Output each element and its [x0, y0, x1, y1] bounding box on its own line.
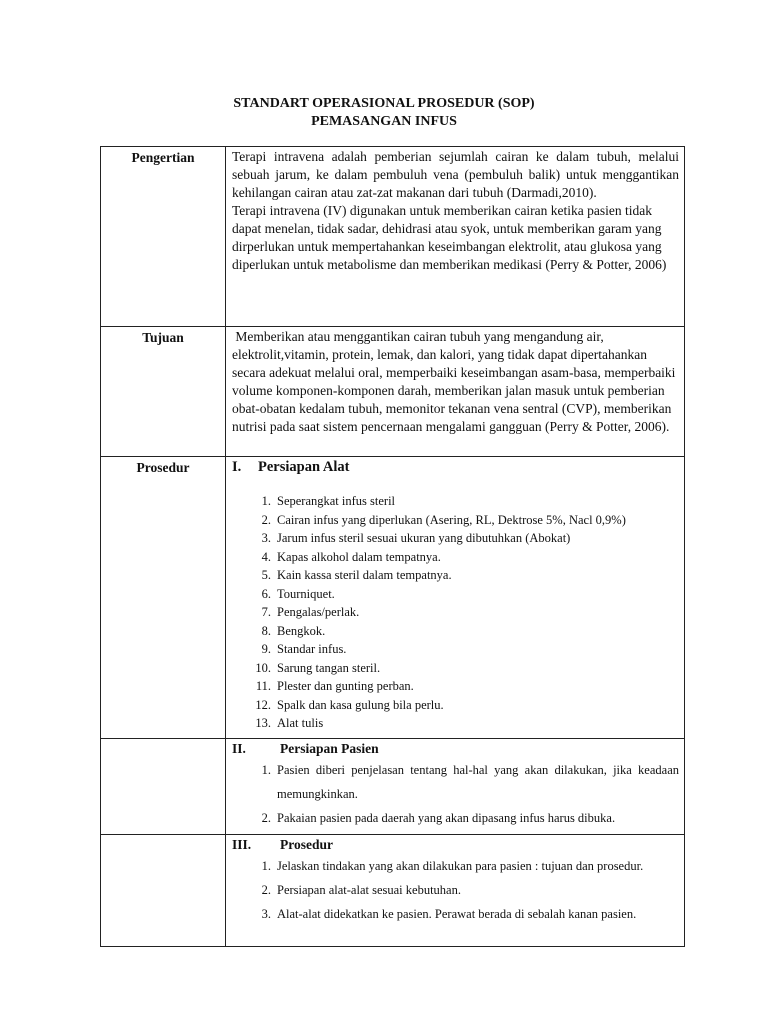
section-number: I. [232, 459, 242, 475]
content-persiapan-pasien [226, 739, 685, 835]
list-item-number: 12. [255, 697, 271, 712]
list-item-number: 5. [261, 568, 271, 582]
list-item [232, 878, 679, 902]
content-pengertian [226, 147, 685, 327]
list-item-text: Tourniquet. [277, 586, 335, 601]
sop-table [100, 146, 685, 947]
list-item-number: 11. [255, 679, 271, 693]
list-item [232, 603, 679, 622]
list-item-text: Kapas alkohol dalam tempatnya. [277, 549, 441, 564]
list-item-number: 3. [261, 531, 271, 545]
list-item [232, 659, 679, 678]
row-pengertian [101, 147, 685, 327]
step-list [232, 492, 679, 733]
list-item [232, 696, 679, 715]
list-item-text: Alat tulis [277, 716, 324, 730]
list-item-number: 6. [261, 586, 271, 601]
label-prosedur: Prosedur [101, 457, 226, 739]
list-item [232, 902, 679, 926]
section-heading [232, 458, 679, 476]
step-list [232, 758, 679, 830]
list-item-number: 2. [261, 512, 271, 527]
content-tujuan [226, 327, 685, 457]
list-item [232, 640, 679, 659]
row-tujuan [101, 327, 685, 457]
list-item-text: Seperangkat infus steril [277, 494, 396, 508]
section-number: III. [232, 837, 252, 852]
tujuan-paragraph: Memberikan atau menggantikan cairan tubuh yang mengandung air, elektrolit,vitamin, protein, lemak, dan kalori, yang tidak dapat dipertahankan secara adekuat melalui oral, memperbaiki keseimbangan asam-basa, memperbaiki volume komponen-komponen darah, memberikan jalan masuk untuk pemberian obat-obatan kedalam tubuh, memonitor tekanan vena sentral (CVP), memberikan nutrisi pada saat sistem pencernaan mengalami gangguan (Perry & Potter, 2006). [232, 329, 679, 434]
list-item-text: Plester dan gunting perban. [277, 679, 414, 693]
step-list [232, 854, 679, 926]
list-item-number: 9. [261, 642, 271, 656]
list-item-text: Pengalas/perlak. [277, 605, 360, 619]
list-item [232, 806, 679, 830]
pengertian-paragraph-2: Terapi intravena (IV) digunakan untuk memberikan cairan ketika pasien tidak dapat menelan, tidak sadar, dehidrasi atau syok, untuk memberikan garam yang dirperlukan untuk mempertahankan keseimbangan elektrolit, atau glukosa yang diperlukan untuk metabolisme dan memberikan medikasi (Perry & Potter, 2006) [232, 203, 667, 272]
list-item [232, 492, 679, 511]
list-item [232, 714, 679, 733]
list-item-text: Bengkok. [277, 623, 326, 638]
list-item-text: Pakaian pasien pada daerah yang akan dipasang infus harus dibuka. [277, 811, 616, 825]
list-item-text: Pasien diberi penjelasan tentang hal-hal yang akan dilakukan, jika keadaan memungkinkan. [277, 763, 679, 801]
list-item-number: 2. [261, 811, 271, 825]
list-item-text: Jarum infus steril sesuai ukuran yang dibutuhkan (Abokat) [277, 531, 571, 545]
list-item [232, 622, 679, 641]
section-title: Prosedur [280, 837, 333, 852]
section-number: II. [232, 741, 246, 756]
list-item-number: 13. [255, 716, 271, 730]
label-tujuan: Tujuan [101, 327, 226, 457]
list-item-number: 1. [261, 763, 271, 777]
list-item-number: 1. [261, 859, 271, 873]
document-title: STANDART OPERASIONAL PROSEDUR (SOP) [233, 96, 535, 111]
list-item-text: Alat-alat didekatkan ke pasien. Perawat berada di sebalah kanan pasien. [277, 907, 637, 921]
list-item-text: Sarung tangan steril. [277, 660, 381, 675]
list-item-number: 3. [261, 907, 271, 921]
list-item-text: Standar infus. [277, 642, 347, 656]
list-item [232, 548, 679, 567]
list-item-number: 10. [255, 660, 271, 675]
list-item [232, 585, 679, 604]
label-pengertian: Pengertian [101, 147, 226, 327]
row-prosedur-persiapan-alat [101, 457, 685, 739]
list-item-number: 4. [261, 549, 271, 564]
content-prosedur-langkah [226, 835, 685, 947]
empty-label-cell [101, 835, 226, 947]
list-item [232, 677, 679, 696]
section-title: Persiapan Alat [258, 459, 350, 475]
list-item [232, 758, 679, 806]
list-item [232, 854, 679, 878]
pengertian-paragraph-1: Terapi intravena adalah pemberian sejumlah cairan ke dalam tubuh, melalui sebuah jarum, ke dalam pembuluh vena (pembuluh balik) untuk menggantikan kehilangan cairan atau zat-zat makanan dari tubuh (Darmadi,2010). [232, 149, 679, 200]
document-subtitle: PEMASANGAN INFUS [311, 114, 457, 129]
list-item [232, 566, 679, 585]
section-title: Persiapan Pasien [280, 741, 379, 756]
list-item-text: Persiapan alat-alat sesuai kebutuhan. [277, 883, 461, 897]
list-item-text: Kain kassa steril dalam tempatnya. [277, 568, 452, 582]
section-heading [232, 740, 679, 758]
empty-label-cell [101, 739, 226, 835]
list-item-text: Spalk dan kasa gulung bila perlu. [277, 697, 444, 712]
list-item-number: 2. [261, 883, 271, 897]
list-item [232, 529, 679, 548]
list-item [232, 511, 679, 530]
content-persiapan-alat [226, 457, 685, 739]
list-item-text: Jelaskan tindakan yang akan dilakukan para pasien : tujuan dan prosedur. [277, 859, 644, 873]
list-item-number: 8. [261, 623, 271, 638]
list-item-number: 7. [261, 605, 271, 619]
list-item-number: 1. [261, 494, 271, 508]
row-prosedur-persiapan-pasien [101, 739, 685, 835]
list-item-text: Cairan infus yang diperlukan (Asering, RL, Dektrose 5%, Nacl 0,9%) [277, 512, 626, 527]
section-heading [232, 836, 679, 854]
row-prosedur-langkah [101, 835, 685, 947]
